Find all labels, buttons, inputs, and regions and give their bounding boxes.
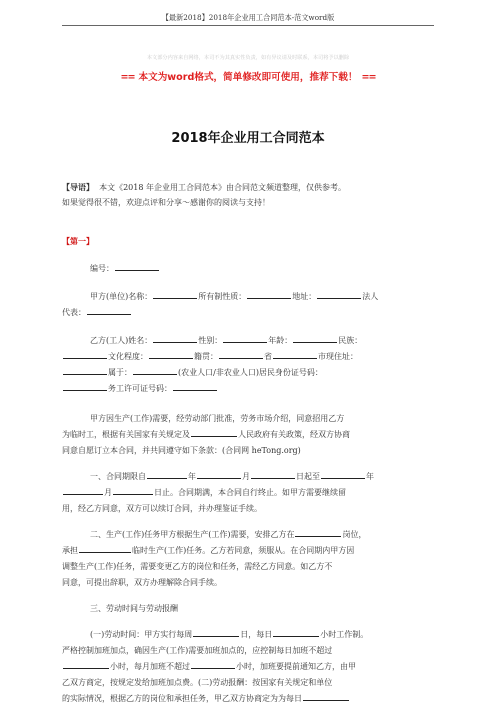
pay-text: 的实际情况，根据乙方的岗位和承担任务，甲乙双方协商定为为每日 xyxy=(62,694,302,703)
ownership-label: 所有制性质： xyxy=(198,292,247,301)
party-b-line-3 xyxy=(62,365,434,381)
month-label-2: 月 xyxy=(104,488,112,497)
party-b-line-4 xyxy=(62,381,434,397)
blank xyxy=(63,659,109,669)
clause-1-line-1 xyxy=(62,469,462,485)
month-label: 月 xyxy=(242,472,250,481)
year-label: 年 xyxy=(188,472,196,481)
hours-text-c: 小时工作制。 xyxy=(320,630,369,639)
belongs-label: 属于： xyxy=(108,368,132,377)
blank xyxy=(193,627,239,637)
blank xyxy=(191,427,237,437)
blank xyxy=(293,333,337,343)
day-to-label: 日起至 xyxy=(296,472,320,481)
clause-3-line-3 xyxy=(62,659,434,675)
blank xyxy=(295,527,341,537)
blank xyxy=(273,349,317,359)
blank xyxy=(63,365,107,375)
origin-label: 籍贯： xyxy=(194,352,218,361)
clause-2-line-3: 调整生产(工作)任务，需要变更乙方的岗位和任务，需经乙方同意。如乙方不 xyxy=(62,562,333,571)
blank xyxy=(191,659,235,669)
party-a-line-1 xyxy=(62,289,462,305)
overtime-text-b: 小时，加班要提前通知乙方，由甲 xyxy=(236,662,356,671)
clause-3-heading: 三、劳动时间与劳动报酬 xyxy=(90,604,178,613)
clause-3-line-1 xyxy=(62,627,462,643)
blank xyxy=(251,469,295,479)
party-a-line-2 xyxy=(62,305,434,321)
preamble-line-2 xyxy=(62,427,434,443)
clause-3-line-2: 严格控制加班加点，确因生产(工作)需要加班加点的，应控制每日加班不超过 xyxy=(62,646,333,655)
party-a-name-label: 甲方(单位)名称： xyxy=(90,292,153,301)
permit-label: 务工许可证号码： xyxy=(108,384,172,393)
undertake-label: 承担 xyxy=(62,546,78,555)
blank xyxy=(317,289,361,299)
gender-label: 性别： xyxy=(198,336,223,345)
promo-banner xyxy=(0,69,496,83)
rep-label: 代表： xyxy=(62,308,86,317)
blank xyxy=(63,381,107,391)
preamble-line-3: 同意自愿订立本合同，并共同遵守如下条款：(合同网 heTong.org) xyxy=(62,446,301,455)
clause-2-line-2 xyxy=(62,543,434,559)
task-text-a: 二、生产(工作)任务甲方根据生产(工作)需要，安排乙方在 xyxy=(90,530,295,539)
document-title: 2018年企业用工合同范本 xyxy=(171,131,325,146)
blank xyxy=(133,365,177,375)
clause-2-line-4: 同意，可提出辞职，双方办理解除合同手续。 xyxy=(62,578,222,587)
preamble-text-a: 为临时工，根据有关国家有关规定及 xyxy=(62,430,190,439)
address-label: 地址： xyxy=(292,292,317,301)
preamble-text-b: 人民政府有关政策，经双方协商 xyxy=(238,430,350,439)
blank xyxy=(147,469,187,479)
banner-left-marks: == xyxy=(120,72,135,83)
clause-1-line-3: 用，经乙方同意，双方可以续订合同，并办理鉴证手续。 xyxy=(62,504,262,513)
legal-label: 法人 xyxy=(362,292,379,301)
preamble-line-1: 甲方因生产(工作)需要，经劳动部门批准，劳务市场介绍，同意招用乙方 xyxy=(90,414,345,423)
hours-text-b: 日，每日 xyxy=(240,630,273,639)
blank xyxy=(79,543,131,553)
overtime-text-a: 小时，每月加班不超过 xyxy=(110,662,190,671)
blank xyxy=(113,485,153,495)
banner-text: 本文为word格式，简单修改即可使用，推荐下载！ xyxy=(138,72,358,83)
blank xyxy=(63,485,103,495)
year-label-2: 年 xyxy=(366,472,374,481)
blank xyxy=(197,469,241,479)
blank xyxy=(273,627,319,637)
clause-3-line-4: 乙双方商定，按规定发给加班加点费。(二)劳动报酬：按国家有关规定和单位 xyxy=(62,678,333,687)
party-b-line-2 xyxy=(62,349,434,365)
term-from-label: 一、合同期限自 xyxy=(90,472,146,481)
province-label: 省 xyxy=(264,352,272,361)
blank xyxy=(223,333,267,343)
running-header: 【最新2018】2018年企业用工合同范本-范文word版 xyxy=(161,13,335,22)
blank xyxy=(219,349,263,359)
intro-line-2: 如果觉得很不错，欢迎点评和分享～感谢你的阅读与支持！ xyxy=(62,198,270,207)
blank xyxy=(153,289,197,299)
section-tag: 【第一】 xyxy=(62,236,94,246)
clause-2-line-1 xyxy=(62,527,462,543)
term-end-text: 日止。合同期满，本合同自行终止。如甲方需要继续留 xyxy=(154,488,346,497)
education-label: 文化程度： xyxy=(108,352,148,361)
intro-text-1: 本文《2018 年企业用工合同范本》由合同范文频道整理，仅供参考。 xyxy=(99,183,346,192)
blank xyxy=(247,289,291,299)
number-line xyxy=(62,261,462,277)
disclaimer-text: 本文部分内容来自网络，本司不为其真实性负责，如有异议请及时联系，本司将予以删除 xyxy=(146,55,350,61)
task-text-b: 临时生产(工作)任务。乙方若同意，须服从。在合同期内甲方因 xyxy=(132,546,355,555)
age-label: 年龄： xyxy=(268,336,293,345)
post-label: 岗位， xyxy=(342,530,367,539)
party-b-line-1 xyxy=(62,333,462,349)
number-blank xyxy=(115,261,159,271)
blank xyxy=(87,305,131,315)
number-label: 编号： xyxy=(90,264,114,273)
blank xyxy=(149,349,193,359)
blank xyxy=(63,349,107,359)
banner-right-marks: == xyxy=(361,72,376,83)
hukou-id-label: (农业人口/非农业人口)居民身份证号码： xyxy=(178,368,323,377)
ethnicity-label: 民族： xyxy=(338,336,363,345)
party-b-name-label: 乙方(工人)姓名： xyxy=(90,336,153,345)
blank xyxy=(321,469,365,479)
clause-3-line-5 xyxy=(62,691,434,707)
blank xyxy=(303,691,349,701)
blank xyxy=(153,333,197,343)
hours-text-a: (一)劳动时间：甲方实行每周 xyxy=(90,630,193,639)
blank xyxy=(173,381,217,391)
intro-tag: 【导语】 xyxy=(62,182,94,192)
intro-line-1 xyxy=(62,179,434,196)
city-address-label: 市现住址： xyxy=(318,352,358,361)
header-rule xyxy=(62,25,434,26)
clause-1-line-2 xyxy=(62,485,434,501)
